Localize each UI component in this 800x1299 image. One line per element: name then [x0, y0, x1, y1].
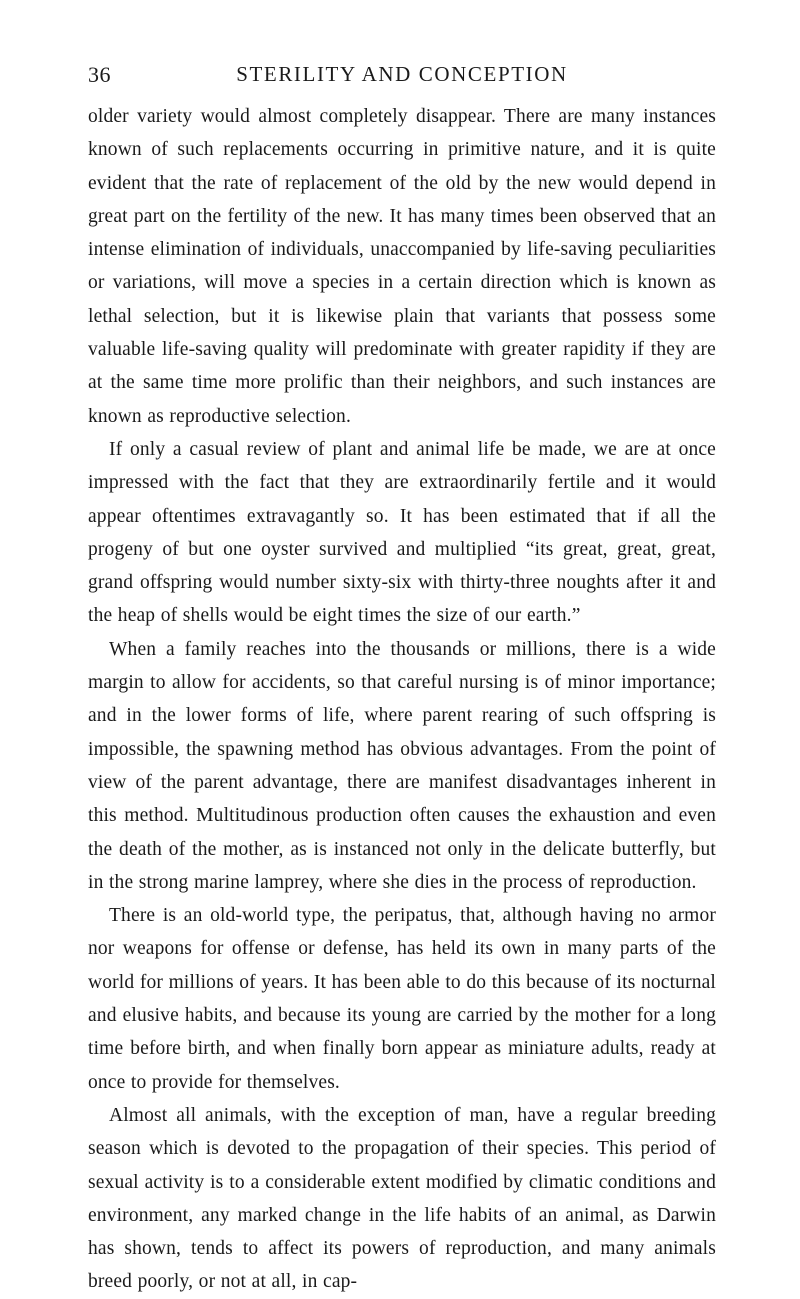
running-title: STERILITY AND CONCEPTION	[236, 62, 568, 86]
paragraph: When a family reaches into the thousands or millions, there is a wide margin to allow for accidents, so that careful nursing is of minor importance; and in the lower forms of life, where parent rearing of such offspring is impossible, the spawning method has obvious advantages. From the point of view of the parent advantage, there are manifest disadvantages inherent in this method. Multitudinous production often causes the exhaustion and even the death of the mother, as is instanced not only in the delicate butterfly, but in the strong marine lamprey, where she dies in the process of reproduction.	[88, 638, 716, 893]
paragraph: Almost all animals, with the exception of man, have a regular breeding season which is devoted to the propagation of their species. This period of sexual activity is to a considerable extent modified by climatic conditions and environment, any marked change in the life habits of an animal, as Darwin has shown, tends to affect its powers of reproduction, and many animals breed poorly, or not at all, in cap-	[88, 1104, 716, 1293]
page-number: 36	[88, 62, 111, 87]
paragraph-continued: older variety would almost completely disappear. There are many instances known of such replacements occurring in primitive nature, and it is quite evident that the rate of replacement of the old by the new would depend in great part on the fertility of the new. It has many times been observed that an intense elimination of individuals, unaccompanied by life-saving peculiarities or variations, will move a species in a certain direction which is known as lethal selection, but it is likewise plain that variants that possess some valuable life-saving quality will predominate with greater rapidity if they are at the same time more prolific than their neighbors, and such instances are known as reproductive selection.	[88, 106, 716, 427]
body-text	[88, 100, 716, 1299]
paragraph: There is an old-world type, the peripatus, that, although having no armor nor weapons for offense or defense, has held its own in many parts of the world for millions of years. It has been able to do this because of its nocturnal and elusive habits, and because its young are carried by the mother for a long time before birth, and when finally born appear as miniature adults, ready at once to provide for themselves.	[88, 905, 716, 1093]
paragraph: If only a casual review of plant and animal life be made, we are at once impressed with the fact that they are extraordinarily fertile and it would appear oftentimes extravagantly so. It has been estimated that if all the progeny of but one oyster survived and multiplied “its great, great, great, grand offspring would number sixty-six with thirty-three noughts after it and the heap of shells would be eight times the size of our earth.”	[88, 438, 716, 627]
page-header	[88, 62, 716, 92]
